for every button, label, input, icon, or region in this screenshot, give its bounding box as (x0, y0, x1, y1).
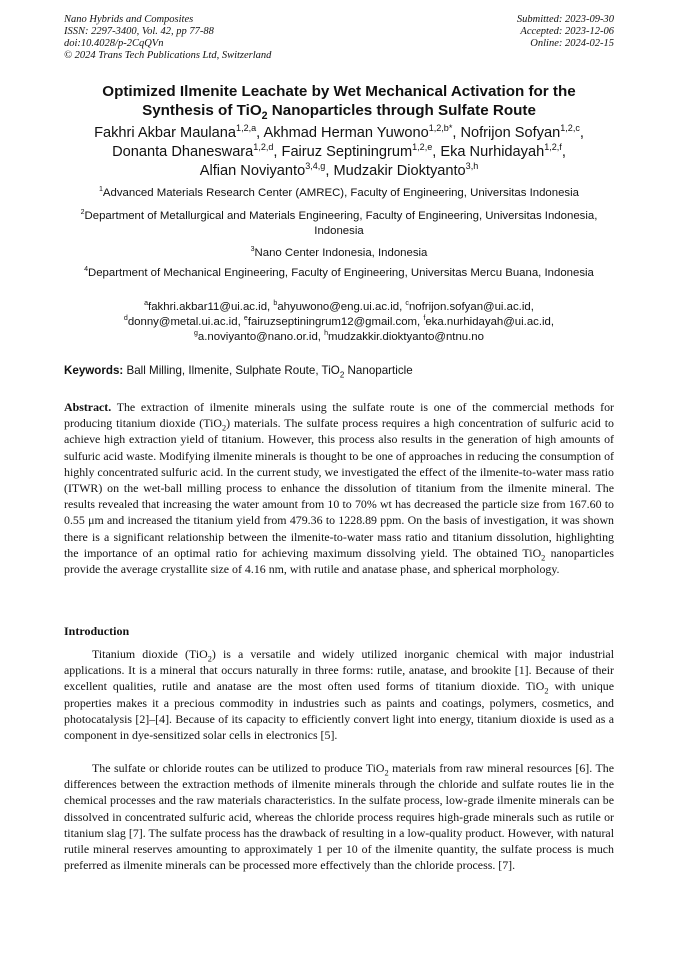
email-link[interactable]: fairuzseptiningrum12@gmail.com (247, 316, 418, 328)
author-name: Eka Nurhidayah (440, 144, 545, 160)
author-line: Fakhri Akbar Maulana$^{1,2,a}$, Akhmad Herman Yuwono$^{1,2,b*}$, Nofrijon Sofyan$^{1,2,c}$, (94, 123, 584, 141)
keywords-label: Keywords: (64, 364, 124, 377)
email-link[interactable]: mudzakkir.dioktyanto@ntnu.no (328, 331, 484, 343)
affiliation-4: $^4$Department of Mechanical Engineering, Faculty of Engineering, Universitas Mercu Buana, Indonesia (84, 266, 594, 279)
keywords: Keywords: Ball Milling, Ilmenite, Sulphate Route, TiO$_2$ Nanoparticle (64, 364, 413, 380)
copyright-line: © 2024 Trans Tech Publications Ltd, Switzerland (64, 50, 272, 61)
title-line-2: Synthesis of TiO$_2$ Nanoparticles through Sulfate Route (142, 102, 536, 123)
abstract: Abstract. The extraction of ilmenite minerals using the sulfate route is one of the commercial methods for producing titanium dioxide (TiO$_2$) materials. The sulfate process requires a high concentration of sulfuric acid to achieve high extraction yield of titanium. However, this process also results in the generation of high amounts of sulfuric acid waste. Modifying ilmenite minerals is thought to be one of approaches in reducing the consumption of highly concentrated sulfuric acid. In the current study, we investigated the effect of the ilmenite-to-water mass ratio (ITWR) on the wet-ball milling process to enhance the dissolution of titanium from the ilmenite mineral. The results revealed that increasing the water amount from 10 to 70% wt has decreased the particle size from 167.60 to 0.55 μm and increased the titanium yield from 479.36 to 1228.89 ppm. On the basis of investigation, it was shown there is a significant relationship between the ilmenite-to-water mass ratio and titanium dissolution, highlighting the importance of an optimal ratio for achieving maximum dissolving yield. The obtained TiO$_2$ nanoparticles provide the average crystallite size of 4.16 nm, with rutile and anatase phase, and spherical morphology. (64, 400, 615, 577)
accepted-date: Accepted: 2023-12-06 (520, 26, 614, 37)
affiliation-3: $^3$Nano Center Indonesia, Indonesia (250, 246, 428, 259)
author-line: Donanta Dhaneswara$^{1,2,d}$, Fairuz Septiningrum$^{1,2,e}$, Eka Nurhidayah$^{1,2,f}$, (112, 142, 566, 160)
issn-line: ISSN: 2297-3400, Vol. 42, pp 77-88 (64, 26, 214, 37)
author-name: Fakhri Akbar Maulana (94, 125, 237, 141)
publication-info (64, 14, 271, 62)
online-date: Online: 2024-02-15 (530, 38, 614, 49)
publication-dates (517, 14, 614, 50)
intro-paragraph-2: The sulfate or chloride routes can be utilized to produce TiO$_2$ materials from raw mineral resources [6]. The differences between the extraction methods of ilmenite minerals through the chloride and sulfate routes lie in the chemical processes and the raw materials characteristics. In the sulfate process, low-grade ilmenite minerals can be dissolved in concentrated sulfuric acid, whereas the chloride process requires high-grade minerals such as rutile or titanium slag [7]. The sulfate process has the drawback of resulting in a low-quality product. However, with natural rutile mineral reserves amounting to approximately 1 per 10 of the ilmenite quantity, the sulfate process is much preferred as ilmenite minerals can be processed more effectively than the chloride process. [7]. (64, 761, 614, 873)
email-link[interactable]: donny@metal.ui.ac.id (127, 316, 238, 328)
email-link[interactable]: ahyuwono@eng.ui.ac.id (277, 301, 400, 313)
author-name: Mudzakir Dioktyanto (333, 163, 466, 179)
affiliation-1: $^1$Advanced Materials Research Center (AMREC), Faculty of Engineering, Universitas Indonesia (98, 186, 579, 199)
paper-title (40, 82, 638, 123)
email-list: $^a$fakhri.akbar11@ui.ac.id, $^b$ahyuwono@eng.ui.ac.id, $^c$nofrijon.sofyan@ui.ac.id, $^d$donny@metal.ui.ac.id, $^e$fairuzseptiningrum12@gmail.com, $^f$eka.nurhidayah@ui.ac.id, $^g$a.noviyanto@nano.or.id, $^h$mudzakkir.dioktyanto@ntnu.no (123, 300, 555, 343)
journal-name: Nano Hybrids and Composites (64, 14, 194, 25)
affiliation-2: $^2$Department of Metallurgical and Materials Engineering, Faculty of Engineering, Universitas Indonesia, Indonesia (80, 209, 598, 237)
submitted-date: Submitted: 2023-09-30 (516, 14, 614, 25)
email-link[interactable]: a.noviyanto@nano.or.id (197, 331, 318, 343)
author-name: Donanta Dhaneswara (112, 144, 254, 160)
doi-line: doi:10.4028/p-2CqQVn (64, 38, 164, 49)
author-line: Alfian Noviyanto$^{3,4,g}$, Mudzakir Dioktyanto$^{3,h}$ (199, 161, 479, 179)
email-link[interactable]: nofrijon.sofyan@ui.ac.id, (408, 301, 534, 313)
email-link[interactable]: fakhri.akbar11@ui.ac.id (148, 301, 268, 313)
email-link[interactable]: eka.nurhidayah@ui.ac.id, (425, 316, 555, 328)
author-name: Akhmad Herman Yuwono (263, 125, 429, 141)
author-list (40, 124, 638, 181)
author-name: Fairuz Septiningrum (281, 144, 413, 160)
abstract-label: Abstract. (64, 400, 112, 414)
author-name: Alfian Noviyanto (199, 163, 306, 179)
author-name: Nofrijon Sofyan (460, 125, 561, 141)
section-heading-introduction: Introduction (64, 624, 130, 638)
title-line-1: Optimized Ilmenite Leachate by Wet Mechanical Activation for the (102, 83, 576, 100)
intro-paragraph-1: Titanium dioxide (TiO$_2$) is a versatile and widely utilized inorganic chemical with major industrial applications. It is a mineral that occurs naturally in three forms: rutile, anatase, and brookite [1]. Because of their excellent qualities, rutile and anatase are the most often used forms of titanium dioxide. TiO$_2$ with unique properties makes it a precious commodity in industries such as paints and coatings, polymers, cosmetics, and photocatalysis [2]–[4]. Because of its capacity to efficiently convert light into energy, titanium dioxide is used as a component in dye-sensitized solar cells in electronics [5]. (64, 647, 614, 743)
